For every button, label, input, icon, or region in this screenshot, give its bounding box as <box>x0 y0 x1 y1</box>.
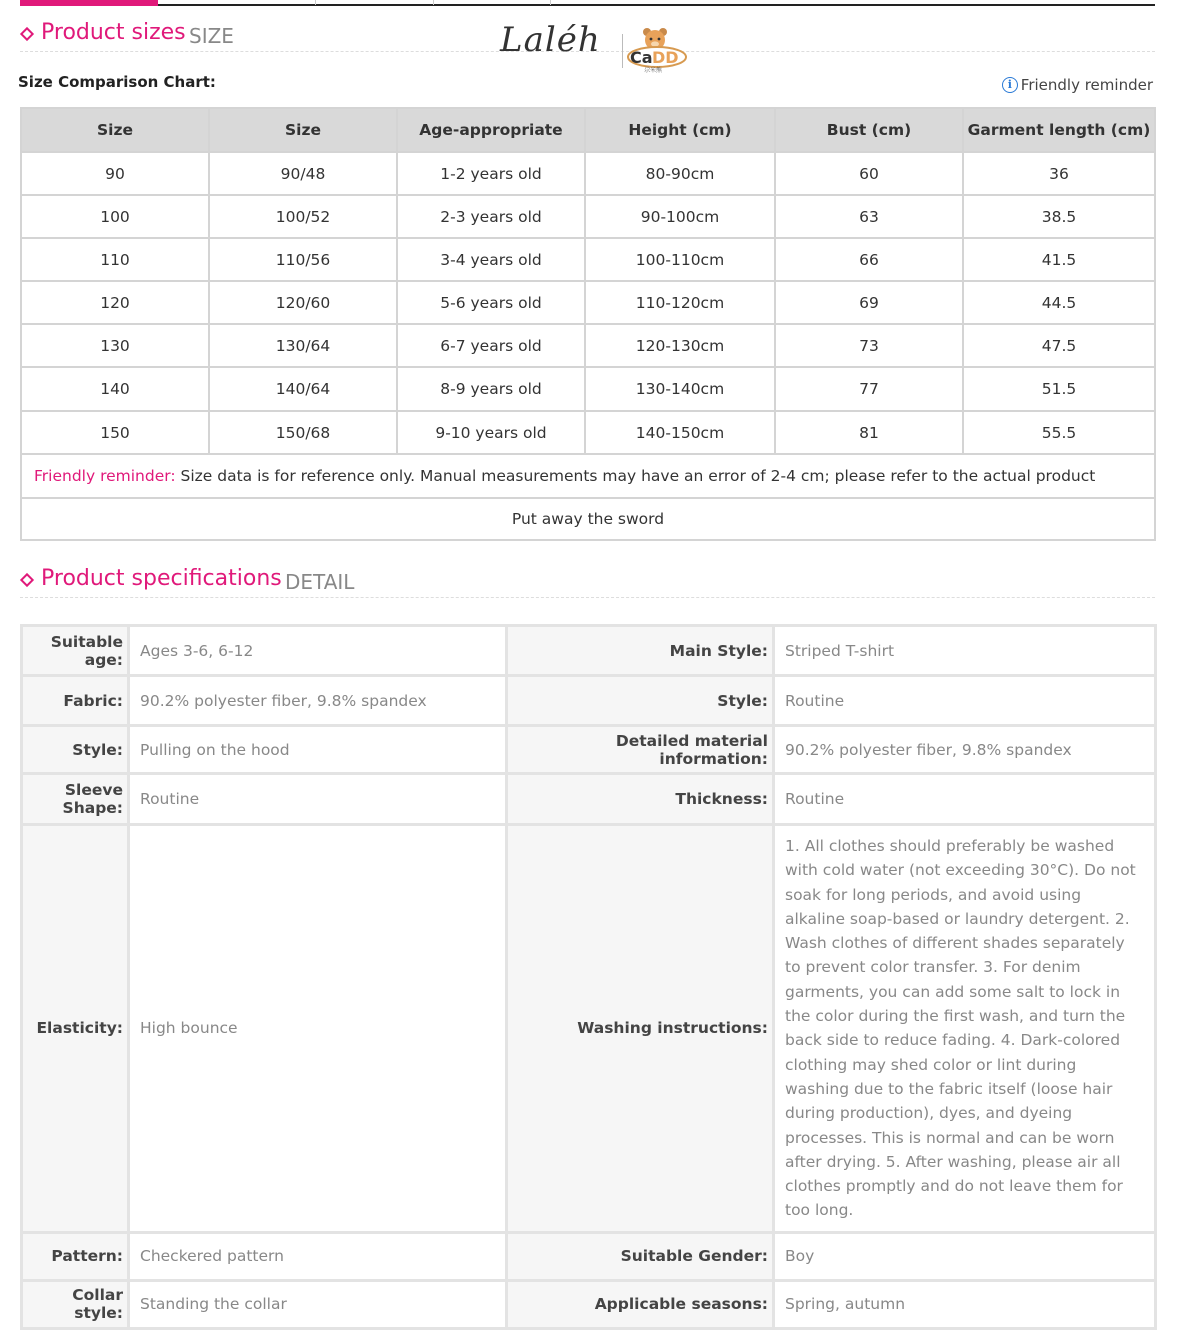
table-cell: 51.5 <box>963 367 1155 411</box>
size-note-text: Size data is for reference only. Manual measurements may have an error of 2-4 cm; please refer to the actual product <box>175 467 1096 485</box>
table-cell: 73 <box>775 324 963 367</box>
spec-value: Boy <box>774 1232 1156 1280</box>
table-cell: 47.5 <box>963 324 1155 367</box>
bear-logo-icon <box>627 26 689 74</box>
table-row <box>21 411 1155 454</box>
table-cell: 69 <box>775 281 963 324</box>
size-footer-row <box>21 498 1155 540</box>
spec-label: Washing instructions: <box>507 825 774 1233</box>
spec-value: Routine <box>774 774 1156 825</box>
table-cell: 60 <box>775 152 963 195</box>
table-cell: 5-6 years old <box>397 281 585 324</box>
diamond-bullet-icon <box>20 573 34 587</box>
spec-row <box>22 1232 1156 1280</box>
spec-label: Fabric: <box>22 676 129 726</box>
column-header: Bust (cm) <box>775 108 963 152</box>
table-cell: 140-150cm <box>585 411 775 454</box>
svg-text:DD: DD <box>652 48 679 67</box>
column-header: Size <box>21 108 209 152</box>
table-header-row <box>21 108 1155 152</box>
table-cell: 63 <box>775 195 963 238</box>
table-cell: 110/56 <box>209 238 397 281</box>
table-cell: 2-3 years old <box>397 195 585 238</box>
active-tab-indicator <box>20 0 158 6</box>
column-header: Age-appropriate <box>397 108 585 152</box>
spec-label: Suitable age: <box>22 626 129 676</box>
spec-label: Style: <box>22 726 129 774</box>
product-spec-table <box>20 624 1157 1330</box>
table-cell: 1-2 years old <box>397 152 585 195</box>
spec-value: Checkered pattern <box>129 1232 507 1280</box>
size-note <box>21 454 1155 498</box>
spec-value: High bounce <box>129 825 507 1233</box>
table-cell: 81 <box>775 411 963 454</box>
table-row <box>21 367 1155 411</box>
table-row <box>21 324 1155 367</box>
spec-row <box>22 1280 1156 1328</box>
size-section-title: Product sizes <box>41 20 186 45</box>
spec-row <box>22 726 1156 774</box>
table-row <box>21 281 1155 324</box>
table-row <box>21 152 1155 195</box>
table-cell: 36 <box>963 152 1155 195</box>
table-cell: 130-140cm <box>585 367 775 411</box>
table-cell: 41.5 <box>963 238 1155 281</box>
spec-label: Collar style: <box>22 1280 129 1328</box>
size-footer-text: Put away the sword <box>21 498 1155 540</box>
table-cell: 90-100cm <box>585 195 775 238</box>
table-cell: 130 <box>21 324 209 367</box>
table-cell: 110-120cm <box>585 281 775 324</box>
spec-section-title: Product specifications <box>41 566 282 591</box>
table-cell: 80-90cm <box>585 152 775 195</box>
table-cell: 38.5 <box>963 195 1155 238</box>
table-cell: 140/64 <box>209 367 397 411</box>
table-cell: 44.5 <box>963 281 1155 324</box>
spec-value: Routine <box>129 774 507 825</box>
brand-logo <box>500 14 700 74</box>
friendly-reminder-link[interactable] <box>1002 76 1153 94</box>
spec-label: Detailed material information: <box>507 726 774 774</box>
table-cell: 3-4 years old <box>397 238 585 281</box>
spec-section-header <box>20 562 1155 598</box>
spec-label: Thickness: <box>507 774 774 825</box>
size-section-subtitle: SIZE <box>189 24 234 48</box>
size-chart-caption: Size Comparison Chart: <box>18 73 216 91</box>
table-cell: 120-130cm <box>585 324 775 367</box>
table-cell: 100-110cm <box>585 238 775 281</box>
spec-label: Applicable seasons: <box>507 1280 774 1328</box>
size-comparison-table <box>20 107 1156 541</box>
brand-logo-script: Laléh <box>500 20 601 60</box>
spec-label: Elasticity: <box>22 825 129 1233</box>
spec-label: Suitable Gender: <box>507 1232 774 1280</box>
table-cell: 6-7 years old <box>397 324 585 367</box>
table-cell: 110 <box>21 238 209 281</box>
spec-row <box>22 774 1156 825</box>
table-cell: 90/48 <box>209 152 397 195</box>
table-cell: 100/52 <box>209 195 397 238</box>
table-cell: 8-9 years old <box>397 367 585 411</box>
size-note-row <box>21 454 1155 498</box>
spec-row <box>22 676 1156 726</box>
spec-value: 90.2% polyester fiber, 9.8% spandex <box>129 676 507 726</box>
table-cell: 66 <box>775 238 963 281</box>
table-cell: 150/68 <box>209 411 397 454</box>
spec-section-subtitle: DETAIL <box>285 570 355 594</box>
spec-row <box>22 626 1156 676</box>
spec-value: Ages 3-6, 6-12 <box>129 626 507 676</box>
table-cell: 120/60 <box>209 281 397 324</box>
svg-text:尕米熊: 尕米熊 <box>644 67 663 74</box>
spec-label: Main Style: <box>507 626 774 676</box>
spec-label: Style: <box>507 676 774 726</box>
spec-value: Standing the collar <box>129 1280 507 1328</box>
table-cell: 9-10 years old <box>397 411 585 454</box>
table-cell: 130/64 <box>209 324 397 367</box>
diamond-bullet-icon <box>20 27 34 41</box>
table-row <box>21 195 1155 238</box>
spec-label: Sleeve Shape: <box>22 774 129 825</box>
table-cell: 150 <box>21 411 209 454</box>
table-cell: 77 <box>775 367 963 411</box>
size-note-label: Friendly reminder: <box>34 467 176 485</box>
spec-value: 1. All clothes should preferably be washed with cold water (not exceeding 30°C). Do not soak for long periods, and avoid using alkaline soap-based or laundry detergent. 2. Wash clothes of different shades separately to prevent color transfer. 3. For denim garments, you can add some salt to lock in the color during the first wash, and turn the back side to reduce fading. 4. Dark-colored clothing may shed color or lint during washing due to the fabric itself (loose hair during production), dyes, and dyeing processes. This is normal and can be worn after drying. 5. After washing, please air all clothes promptly and do not leave them for too long. <box>774 825 1156 1233</box>
spec-value: 90.2% polyester fiber, 9.8% spandex <box>774 726 1156 774</box>
table-cell: 100 <box>21 195 209 238</box>
column-header: Height (cm) <box>585 108 775 152</box>
spec-value: Pulling on the hood <box>129 726 507 774</box>
column-header: Size <box>209 108 397 152</box>
spec-value: Striped T-shirt <box>774 626 1156 676</box>
spec-value: Routine <box>774 676 1156 726</box>
column-header: Garment length (cm) <box>963 108 1155 152</box>
friendly-reminder-label: Friendly reminder <box>1020 76 1153 94</box>
spec-row <box>22 825 1156 1233</box>
table-cell: 140 <box>21 367 209 411</box>
table-cell: 55.5 <box>963 411 1155 454</box>
info-icon: i <box>1002 77 1018 93</box>
table-row <box>21 238 1155 281</box>
table-cell: 90 <box>21 152 209 195</box>
table-cell: 120 <box>21 281 209 324</box>
top-tab-strip <box>20 0 1155 6</box>
svg-text:Ca: Ca <box>630 48 653 67</box>
spec-value: Spring, autumn <box>774 1280 1156 1328</box>
spec-label: Pattern: <box>22 1232 129 1280</box>
